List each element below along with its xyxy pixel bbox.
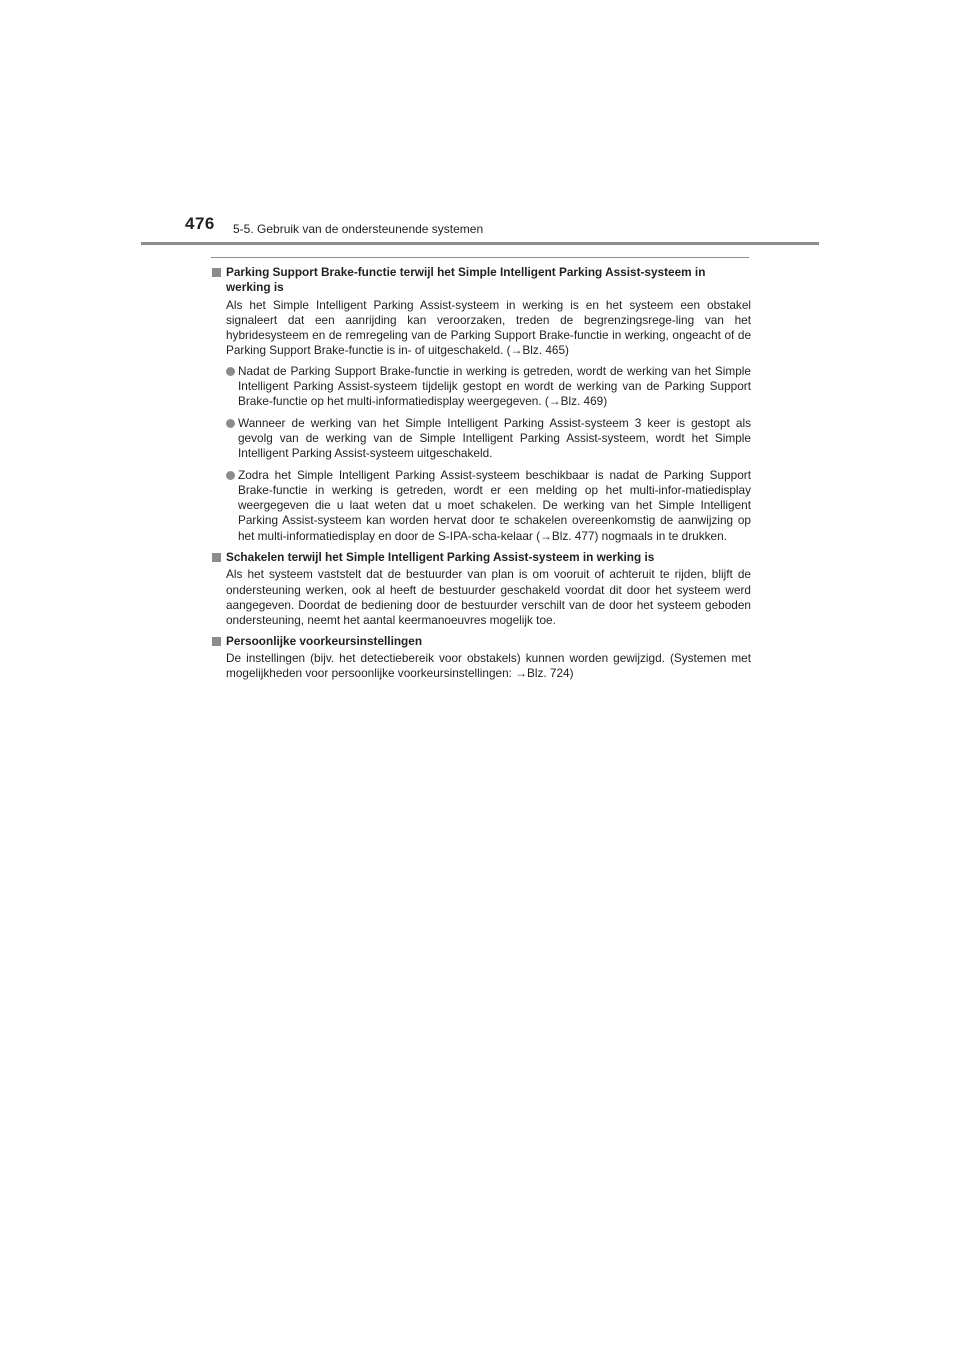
square-bullet-icon [212, 268, 221, 277]
section-heading [211, 550, 751, 565]
section-body: Als het Simple Intelligent Parking Assist-systeem in werking is en het systeem een obstakel signaleert dat een aanrijding kan veroorzaken, treden de begrenzingsrege-ling van het hybridesysteem en de remregeling van de Parking Support Brake-functie in werking, ongeacht of de Parking Support Brake-functie is in- of uitgeschakeld. (→Blz. 465) [226, 297, 751, 358]
section-persoonlijke-voorkeursinstellingen [211, 634, 751, 682]
circle-bullet-icon [226, 419, 235, 428]
section-schakelen [211, 550, 751, 628]
section-heading-text: Schakelen terwijl het Simple Intelligent Parking Assist-systeem in werking is [226, 550, 655, 565]
circle-bullet-icon [226, 471, 235, 480]
section-heading-text: Persoonlijke voorkeursinstellingen [226, 633, 423, 648]
page-number: 476 [185, 214, 215, 233]
square-bullet-icon [212, 553, 221, 562]
section-heading-text: Parking Support Brake-functie terwijl het Simple Intelligent Parking Assist-systeem in werking is [226, 265, 706, 295]
square-bullet-icon [212, 637, 221, 646]
list-item [211, 468, 751, 544]
section-parking-support-brake [211, 265, 751, 544]
section-heading [211, 634, 751, 649]
main-content [211, 265, 751, 686]
list-item-text: Nadat de Parking Support Brake-functie in werking is getreden, wordt de werking van het Simple Intelligent Parking Assist-systeem tijdelijk gestopt en wordt de werking van de Parking Support Brake-functie op het multi-informatiedisplay weergegeven. (→Blz. 469) [238, 363, 751, 409]
section-heading [211, 265, 751, 296]
header-divider [141, 242, 819, 245]
list-item-text: Wanneer de werking van het Simple Intelligent Parking Assist-systeem 3 keer is gestopt als gevolg van de werking van de Simple Intelligent Parking Assist-systeem, wordt het Simple Intelligent Parking Assist-systeem uitgeschakeld. [238, 415, 751, 461]
list-item [211, 416, 751, 462]
section-body: De instellingen (bijv. het detectiebereik voor obstakels) kunnen worden gewijzigd. (Systemen met mogelijkheden voor persoonlijke voorkeursinstellingen: →Blz. 724) [226, 650, 751, 681]
section-divider [211, 257, 749, 258]
section-body: Als het systeem vaststelt dat de bestuurder van plan is om vooruit of achteruit te rijden, blijft de ondersteuning werken, ook al heeft de bestuurder geschakeld voordat dit door het systeem werd aangegeven. Doordat de bediening door de bestuurder verschilt van de door het systeem geboden ondersteuning, neemt het aantal keermanoeuvres mogelijk toe. [226, 567, 751, 628]
circle-bullet-icon [226, 367, 235, 376]
list-item [211, 364, 751, 410]
list-item-text: Zodra het Simple Intelligent Parking Assist-systeem beschikbaar is nadat de Parking Support Brake-functie in werking is getreden, wordt er een melding op het multi-infor-matiedisplay weergegeven die u laat weten dat u moet schakelen. De werking van het Simple Intelligent Parking Assist-systeem kan worden hervat door te schakelen overeenkomstig de aanwijzing op het multi-informatiedisplay en door de S-IPA-scha-kelaar (→Blz. 477) nogmaals in te drukken. [238, 467, 751, 543]
chapter-title: 5-5. Gebruik van de ondersteunende systemen [233, 222, 484, 236]
